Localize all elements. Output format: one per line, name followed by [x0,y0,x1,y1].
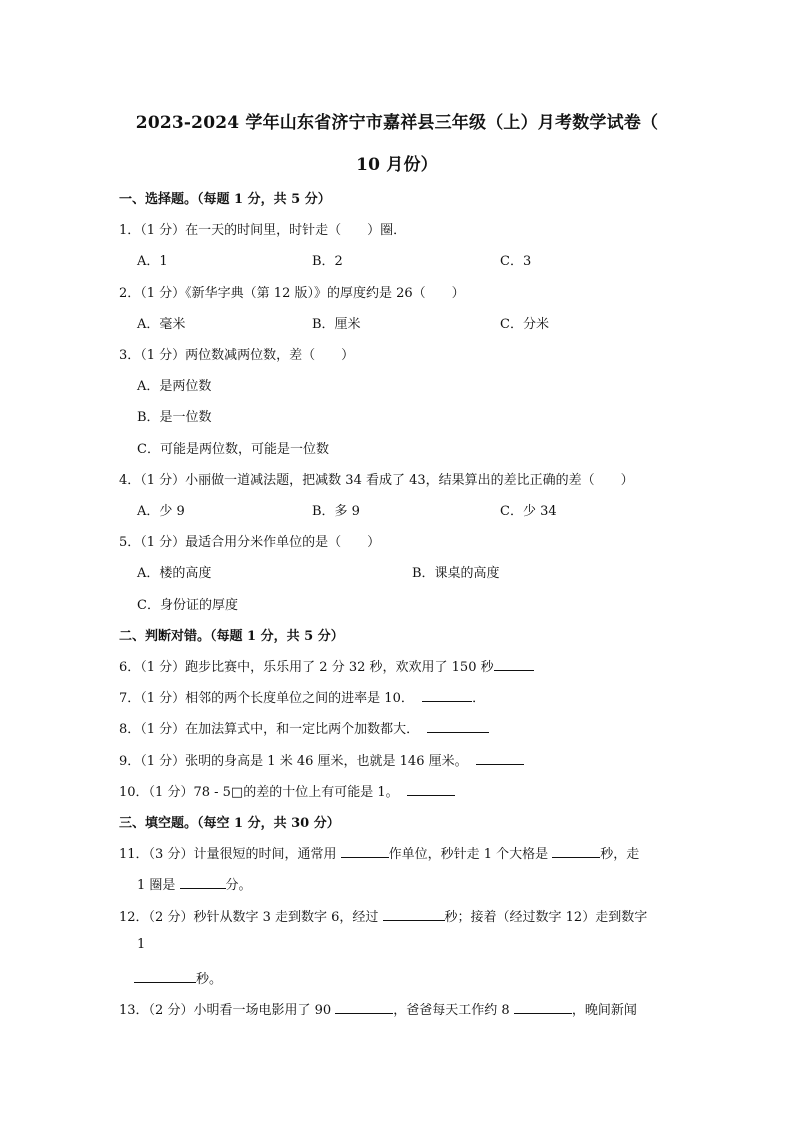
exam-title-line2: 10 月份） [356,155,438,175]
question-8 [119,718,489,737]
question-13-part2: ，爸爸每天工作约 8 [393,1003,514,1018]
question-9 [119,750,524,769]
answer-blank[interactable] [514,1001,572,1014]
question-7-end: ． [472,691,486,706]
question-4-stem: 4．（1 分）小丽做一道减法题，把减数 34 看成了 43，结果算出的差比正确的差（ ） [119,473,634,488]
question-11-part3: 秒，走 [600,847,640,862]
answer-blank[interactable] [335,1001,393,1014]
question-8-text: 8．（1 分）在加法算式中，和一定比两个加数都大． [119,722,420,737]
question-2-option-c: C．分米 [500,317,549,332]
question-1-option-b: B．2 [312,254,343,269]
question-11-part4: 1 圈是 [137,878,180,893]
answer-blank[interactable] [422,689,472,702]
question-10-text: 10．（1 分）78 - 5□的差的十位上有可能是 1。 [119,785,399,800]
question-7-text: 7．（1 分）相邻的两个长度单位之间的进率是 10． [119,691,414,706]
section-heading-true-false: 二、判断对错。（每题 1 分，共 5 分） [119,629,344,644]
question-11-line1 [119,843,639,862]
question-12-line3 [134,968,222,987]
answer-blank[interactable] [494,658,534,671]
answer-blank[interactable] [427,720,489,733]
answer-blank[interactable] [407,783,455,796]
question-7 [119,687,485,706]
question-12-part4: 秒。 [196,972,223,987]
question-1-stem: 1．（1 分）在一天的时间里，时针走（ ）圈． [119,223,407,238]
question-2-option-b: B．厘米 [312,317,361,332]
question-2-stem: 2．（1 分）《新华字典（第 12 版）》的厚度约是 26（ ） [119,286,465,301]
answer-blank[interactable] [383,908,445,921]
question-5-option-b: B．课桌的高度 [412,566,500,581]
section-heading-fill-in: 三、填空题。（每空 1 分，共 30 分） [119,816,340,831]
answer-blank[interactable] [180,876,226,889]
question-3-option-b: B．是一位数 [137,410,212,425]
question-11-part1: 11．（3 分）计量很短的时间，通常用 [119,847,341,862]
question-1-option-a: A．1 [137,254,168,269]
answer-blank[interactable] [134,970,196,983]
question-13-part3: ，晚间新闻 [571,1003,637,1018]
question-4-option-a: A．少 9 [137,504,185,519]
question-11-line2 [137,874,252,893]
answer-blank[interactable] [476,752,524,765]
question-1-option-c: C．3 [500,254,532,269]
question-3-option-a: A．是两位数 [137,379,212,394]
question-4-option-c: C．少 34 [500,504,557,519]
question-5-option-a: A．楼的高度 [137,566,212,581]
question-11-part2: 作单位，秒针走 1 个大格是 [388,847,553,862]
question-12-part1: 12．（2 分）秒针从数字 3 走到数字 6，经过 [119,910,383,925]
answer-blank[interactable] [341,845,389,858]
question-6 [119,656,534,675]
question-13-line1 [119,999,637,1018]
question-11-part5: 分。 [225,878,252,893]
question-6-text: 6．（1 分）跑步比赛中，乐乐用了 2 分 32 秒，欢欢用了 150 秒 [119,660,494,675]
question-12-line2: 1 [137,937,146,952]
question-5-stem: 5．（1 分）最适合用分米作单位的是（ ） [119,535,381,550]
exam-title-line1: 2023-2024 学年山东省济宁市嘉祥县三年级（上）月考数学试卷（ [135,113,659,133]
question-12-line1 [119,906,647,925]
question-2-option-a: A．毫米 [137,317,186,332]
answer-blank[interactable] [552,845,600,858]
question-3-stem: 3．（1 分）两位数减两位数，差（ ） [119,348,355,363]
question-9-text: 9．（1 分）张明的身高是 1 米 46 厘米，也就是 146 厘米。 [119,754,468,769]
question-13-part1: 13．（2 分）小明看一场电影用了 90 [119,1003,336,1018]
question-3-option-c: C．可能是两位数，可能是一位数 [137,442,329,457]
question-5-option-c: C．身份证的厚度 [137,598,238,613]
question-4-option-b: B．多 9 [312,504,360,519]
section-heading-choice: 一、选择题。（每题 1 分，共 5 分） [119,192,331,207]
question-10 [119,781,455,800]
question-12-part2: 秒；接着（经过数字 12）走到数字 [444,910,648,925]
